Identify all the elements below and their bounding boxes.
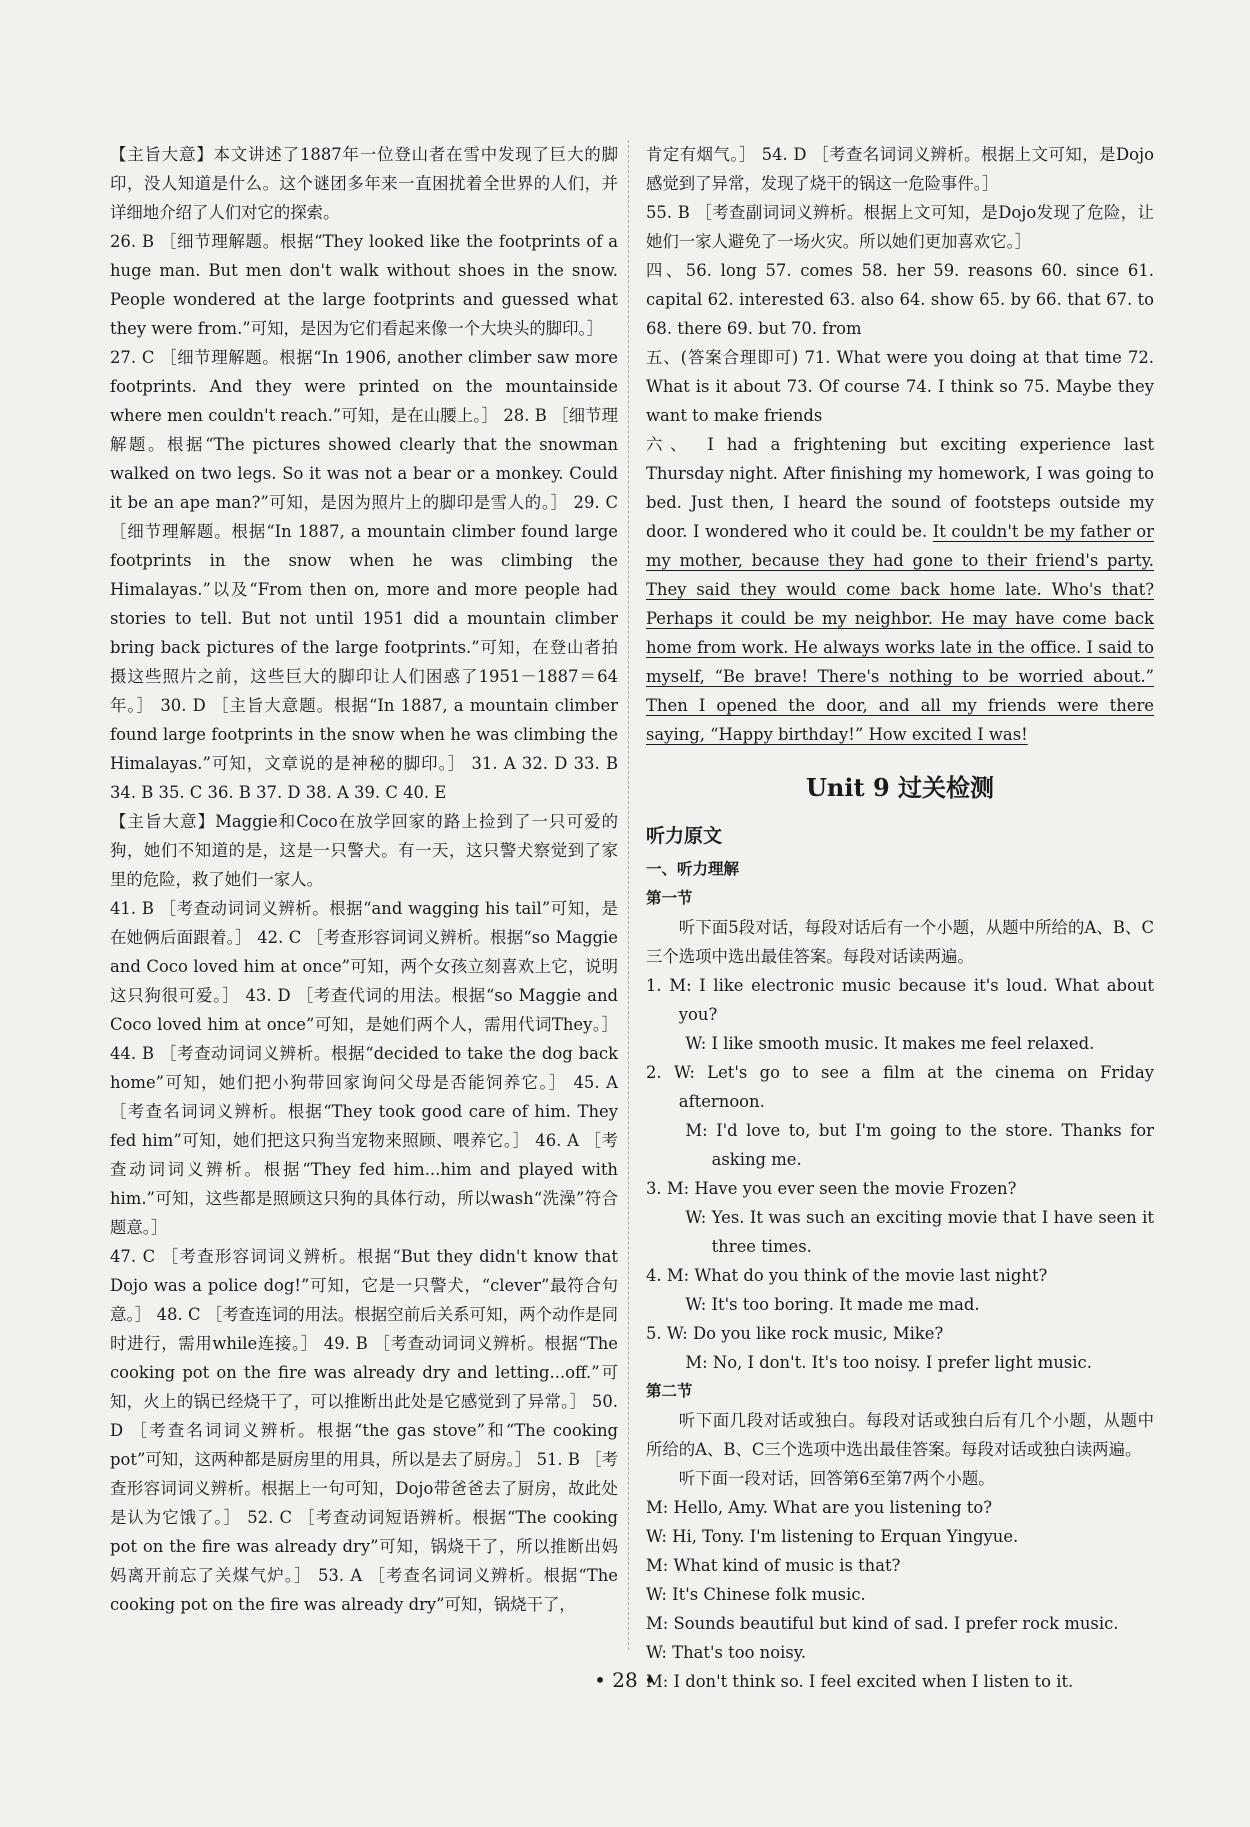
essay-underlined: It couldn't be my father or my mother, because they had gone to their friend's party. They said they would come back home late. Who's that? Perhaps it could be my neighbor. He may have come back home from work. He always works late in the office. I said to myself, “Be brave! There's nothing to be worried about.” Then I opened the door, and all my friends were there saying, “Happy birthday!” How excited I was! <box>646 522 1154 744</box>
part-1-title: 一、听力理解 <box>646 860 740 878</box>
dialog-line: W: It's Chinese folk music. <box>646 1585 866 1604</box>
answers-27-40: 27. C ［细节理解题。根据“In 1906, another climber saw more footprints. And they were printed on the mountainside where men couldn't reach.”可知，是在山腰上。］ 28. B ［细节理解题。根据“The pictures showed clearly that the snowman walked on two legs. So it was not a bear or a monkey. Could it be an ape man?”可知，是因为照片上的脚印是雪人的。］ 29. C ［细节理解题。根据“In 1887, a mountain climber found large footprints in the snow when he was climbing the Himalayas.”以及“From then on, more and more people had stories to tell. But not until 1951 did a mountain climber bring back pictures of the large footprints.”可知，在登山者拍摄这些照片之前，这些巨大的脚印让人们困惑了1951－1887＝64年。］ 30. D ［主旨大意题。根据“In 1887, a mountain climber found large footprints in the snow when he was climbing the Himalayas.”可知，文章说的是神秘的脚印。］ 31. A 32. D 33. B 34. B 35. C 36. B 37. D 38. A 39. C 40. E <box>110 348 618 802</box>
section-6-essay <box>646 430 1154 749</box>
dialog-line: M: No, I don't. It's too noisy. I prefer light music. <box>685 1353 1092 1372</box>
dialog-line: 4. M: What do you think of the movie last night? <box>646 1266 1048 1285</box>
section-4-answers: 四、56. long 57. comes 58. her 59. reasons 60. since 61. capital 62. interested 63. also 64. show 65. by 66. that 67. to 68. there 69. but 70. from <box>646 261 1154 338</box>
section-2-subinstructions: 听下面一段对话，回答第6至第7两个小题。 <box>678 1469 995 1488</box>
column-divider <box>628 140 629 1650</box>
left-column <box>110 140 618 1619</box>
dialog-line: W: Yes. It was such an exciting movie that I have seen it three times. <box>685 1208 1154 1256</box>
dialog-line: M: Hello, Amy. What are you listening to? <box>646 1498 993 1517</box>
section-1-instructions: 听下面5段对话，每段对话后有一个小题，从题中所给的A、B、C三个选项中选出最佳答案。每段对话读两遍。 <box>646 918 1154 966</box>
summary-para-2: 【主旨大意】Maggie和Coco在放学回家的路上捡到了一只可爱的狗，她们不知道的是，这是一只警犬。有一天，这只警犬察觉到了家里的危险，救了她们一家人。 <box>110 812 618 889</box>
answer-55: 55. B ［考查副词词义辨析。根据上文可知，是Dojo发现了危险，让她们一家人避免了一场火灾。所以她们更加喜欢它。］ <box>646 203 1154 251</box>
answers-41-46: 41. B ［考查动词词义辨析。根据“and wagging his tail”可知，是在她俩后面跟着。］ 42. C ［考查形容词词义辨析。根据“so Maggie and Coco loved him at once”可知，两个女孩立刻喜欢上它，说明这只狗很可爱。］ 43. D ［考查代词的用法。根据“so Maggie and Coco loved him at once”可知，是她们两个人，需用代词They。］ 44. B ［考查动词词义辨析。根据“decided to take the dog back home”可知，她们把小狗带回家询问父母是否能饲养它。］ 45. A ［考查名词词义辨析。根据“They took good care of him. They fed him”可知，她们把这只狗当宠物来照顾、喂养它。］ 46. A ［考查动词词义辨析。根据“They fed him...him and played with him.”可知，这些都是照顾这只狗的具体行动，所以wash“洗澡”符合题意。］ <box>110 899 618 1237</box>
dialog-line: W: It's too boring. It made me mad. <box>685 1295 980 1314</box>
summary-para-1: 【主旨大意】本文讲述了1887年一位登山者在雪中发现了巨大的脚印，没人知道是什么。这个谜团多年来一直困扰着全世界的人们，并详细地介绍了人们对它的探索。 <box>110 145 618 222</box>
section-1-title: 第一节 <box>646 889 693 907</box>
dialog-line: 2. W: Let's go to see a film at the cinema on Friday afternoon. <box>646 1063 1154 1111</box>
dialog-line: M: I don't think so. I feel excited when I listen to it. <box>646 1672 1074 1691</box>
section-2-instructions: 听下面几段对话或独白。每段对话或独白后有几个小题，从题中所给的A、B、C三个选项中选出最佳答案。每段对话或独白读两遍。 <box>646 1411 1154 1459</box>
right-column <box>646 140 1154 1696</box>
section-5-answers: 五、(答案合理即可) 71. What were you doing at that time 72. What is it about 73. Of course 74. I think so 75. Maybe they want to make friends <box>646 348 1154 425</box>
essay-intro: 六、 I had a frightening but exciting experience last Thursday night. After finishing my homework, I was going to bed. Just then, I heard the sound of footsteps outside my door. I wondered who it could be. <box>646 435 1154 541</box>
section-2-title: 第二节 <box>646 1382 693 1400</box>
listening-script-title: 听力原文 <box>646 825 723 847</box>
dialog-line: W: That's too noisy. <box>646 1643 807 1662</box>
dialog-line: W: I like smooth music. It makes me feel relaxed. <box>685 1034 1095 1053</box>
dialog-line: 1. M: I like electronic music because it's loud. What about you? <box>646 976 1154 1024</box>
unit-title: Unit 9 过关检测 <box>806 773 994 802</box>
answer-26: 26. B ［细节理解题。根据“They looked like the footprints of a huge man. But men don't walk without shoes in the snow. People wondered at the large footprints and guessed what they were from.”可知，是因为它们看起来像一个大块头的脚印。］ <box>110 232 618 338</box>
dialog-line: 5. W: Do you like rock music, Mike? <box>646 1324 944 1343</box>
dialog-line: M: Sounds beautiful but kind of sad. I prefer rock music. <box>646 1614 1119 1633</box>
dialog-line: 3. M: Have you ever seen the movie Frozen? <box>646 1179 1017 1198</box>
dialog-line: M: I'd love to, but I'm going to the store. Thanks for asking me. <box>685 1121 1154 1169</box>
page-number: • 28 • <box>594 1668 656 1692</box>
answers-47-53: 47. C ［考查形容词词义辨析。根据“But they didn't know that Dojo was a police dog!”可知，它是一只警犬，“clever”最符合句意。］ 48. C ［考查连词的用法。根据空前后关系可知，两个动作是同时进行，需用while连接。］ 49. B ［考查动词词义辨析。根据“The cooking pot on the fire was already dry and letting...off.”可知，火上的锅已经烧干了，可以推断出此处是它感觉到了异常。］ 50. D ［考查名词词义辨析。根据“the gas stove”和“The cooking pot”可知，这两种都是厨房里的用具，所以是去了厨房。］ 51. B ［考查形容词词义辨析。根据上一句可知，Dojo带爸爸去了厨房，故此处是认为它饿了。］ 52. C ［考查动词短语辨析。根据“The cooking pot on the fire was already dry”可知，锅烧干了，所以推断出妈妈离开前忘了关煤气炉。］ 53. A ［考查名词词义辨析。根据“The cooking pot on the fire was already dry”可知，锅烧干了， <box>110 1247 618 1614</box>
dialog-line: W: Hi, Tony. I'm listening to Erquan Yingyue. <box>646 1527 1019 1546</box>
answer-54: 肯定有烟气。］ 54. D ［考查名词词义辨析。根据上文可知，是Dojo感觉到了异常，发现了烧干的锅这一危险事件。］ <box>646 145 1154 193</box>
dialog-line: M: What kind of music is that? <box>646 1556 901 1575</box>
